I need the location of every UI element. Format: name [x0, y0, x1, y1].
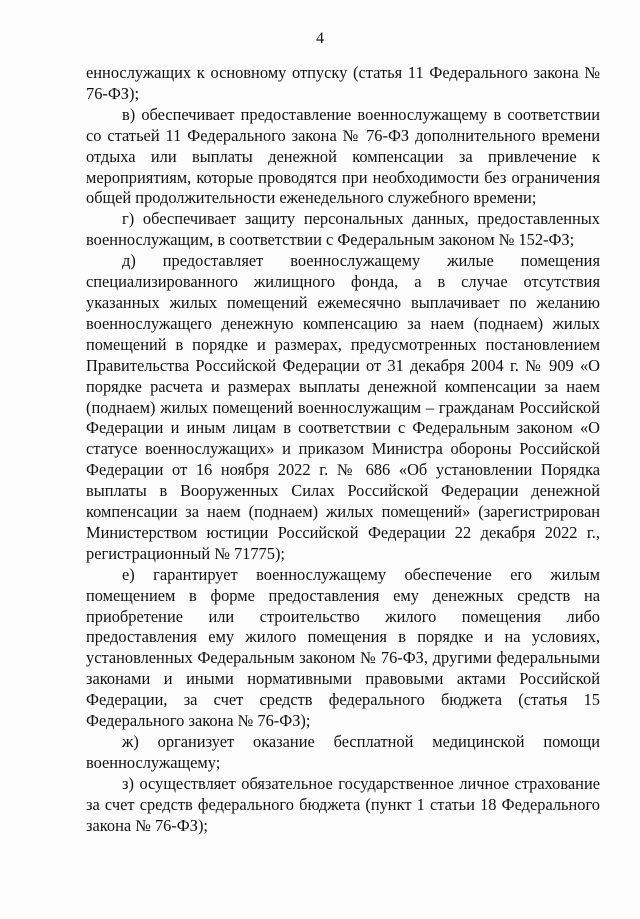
page-number: 4 [316, 30, 324, 47]
document-body [86, 63, 600, 837]
paragraph-item-v: в) обеспечивает предоставление военнослужащему в соответствии со статьей 11 Федерального закона № 76-ФЗ дополнительного времени отдыха или выплаты денежной компенсации за привлечение к мероприятиям, которые проводятся при необходимости без ограничения общей продолжительности еженедельного служебного времени; [86, 104, 600, 208]
paragraph-item-e: е) гарантирует военнослужащему обеспечение его жилым помещением в форме предоставления ему денежных средств на приобретение или строительство жилого помещения либо предоставления ему жилого помещения в порядке и на условиях, установленных Федеральным законом № 76-ФЗ, другими федеральными законами и иными нормативными правовыми актами Российской Федерации, за счет средств федерального бюджета (статья 15 Федерального закона № 76-ФЗ); [86, 564, 600, 731]
paragraph-item-zh: ж) организует оказание бесплатной медицинской помощи военнослужащему; [86, 732, 600, 772]
paragraph-continuation: еннослужащих к основному отпуску (статья 11 Федерального закона № 76-ФЗ); [86, 63, 600, 103]
paragraph-item-d: д) предоставляет военнослужащему жилые помещения специализированного жилищного фонда, а в случае отсутствия указанных жилых помещений ежемесячно выплачивает по желанию военнослужащего денежную компенсацию за наем (поднаем) жилых помещений в порядке и размерах, предусмотренных постановлением Правительства Российской Федерации от 31 декабря 2004 г. № 909 «О порядке расчета и размерах выплаты денежной компенсации за наем (поднаем) жилых помещений военнослужащим – гражданам Российской Федерации и иным лицам в соответствии с Федеральным законом «О статусе военнослужащих» и приказом Министра обороны Российской Федерации от 16 ноября 2022 г. № 686 «Об установлении Порядка выплаты в Вооруженных Силах Российской Федерации денежной компенсации за наем (поднаем) жилых помещений» (зарегистрирован Министерством юстиции Российской Федерации 22 декабря 2022 г., регистрационный № 71775); [86, 251, 600, 563]
paragraph-item-z: з) осуществляет обязательное государственное личное страхование за счет средств федерального бюджета (пункт 1 статьи 18 Федерального закона № 76-ФЗ); [86, 773, 600, 835]
paragraph-item-g: г) обеспечивает защиту персональных данных, предоставленных военнослужащим, в соответствии с Федеральным законом № 152-ФЗ; [86, 209, 600, 250]
